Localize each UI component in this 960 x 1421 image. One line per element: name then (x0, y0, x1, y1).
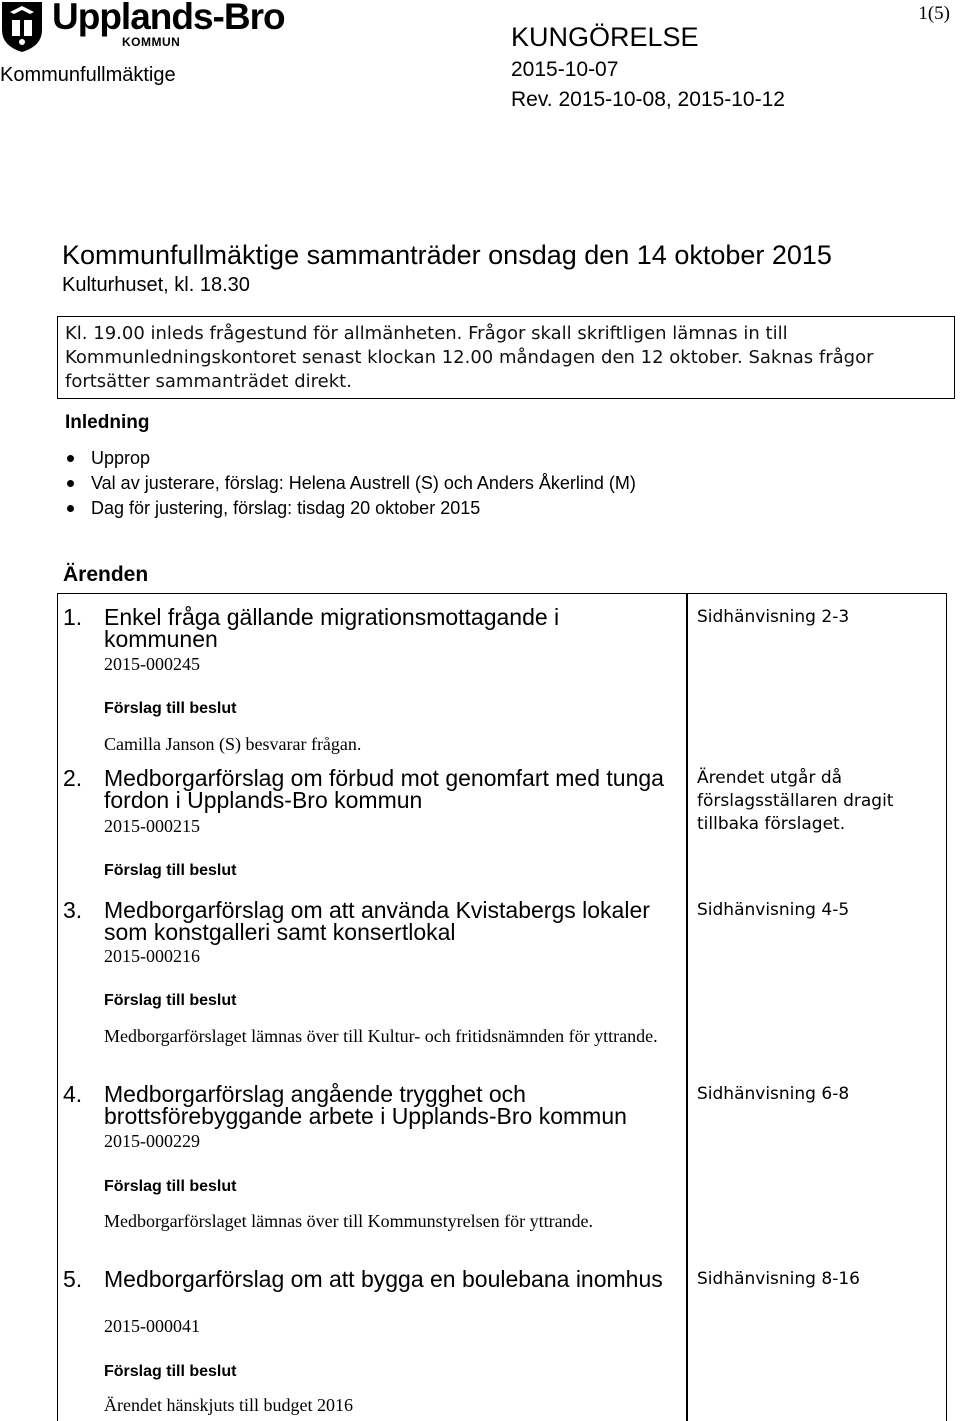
intro-list (67, 446, 636, 521)
case-number: 2015-000216 (104, 946, 200, 966)
proposal-decision: Medborgarförslaget lämnas över till Kommunstyrelsen för yttrande. (104, 1211, 594, 1231)
page-reference: Sidhänvisning 4-5 (697, 900, 850, 920)
item-title: Medborgarförslag om att bygga en boulebana inomhus (104, 1266, 663, 1292)
case-number: 2015-000041 (104, 1316, 200, 1336)
document-type: KUNGÖRELSE (511, 22, 699, 52)
item-title: Medborgarförslag angående trygghet och brottsförebyggande arbete i Upplands-Bro kommun (104, 1081, 627, 1129)
page-reference: Sidhänvisning 6-8 (697, 1084, 850, 1104)
item-title: Medborgarförslag om att använda Kvistabergs lokaler som konstgalleri samt konsertlokal (104, 897, 650, 945)
item-number: 4. (63, 1081, 83, 1107)
organ-name: Kommunfullmäktige (0, 64, 176, 86)
document-revision: Rev. 2015-10-08, 2015-10-12 (511, 88, 785, 111)
notice-text: Kl. 19.00 inleds frågestund för allmänheten. Frågor skall skriftligen lämnas in till Kommunledningskontoret senast klockan 12.00 måndagen den 12 oktober. Saknas frågor fortsätter sammanträdet direkt. (65, 323, 874, 392)
proposal-label: Förslag till beslut (104, 1178, 237, 1195)
list-item: Val av justerare, förslag: Helena Austrell (S) och Anders Åkerlind (M) (67, 471, 636, 496)
list-item: Dag för justering, förslag: tisdag 20 oktober 2015 (67, 496, 636, 521)
meeting-place: Kulturhuset, kl. 18.30 (62, 274, 250, 296)
logo-subtitle: KOMMUN (122, 35, 181, 49)
proposal-decision: Medborgarförslaget lämnas över till Kultur- och fritidsnämnden för yttrande. (104, 1026, 658, 1046)
page-reference: Ärendet utgår då förslagsställaren dragit tillbaka förslaget. (697, 768, 894, 834)
public-question-notice (57, 316, 955, 399)
proposal-label: Förslag till beslut (104, 862, 237, 879)
case-number: 2015-000229 (104, 1131, 200, 1151)
case-number: 2015-000245 (104, 654, 200, 674)
item-number: 3. (63, 897, 83, 923)
page-reference: Sidhänvisning 2-3 (697, 607, 850, 627)
case-number: 2015-000215 (104, 816, 200, 836)
intro-heading: Inledning (65, 412, 150, 433)
list-item: Upprop (67, 446, 636, 471)
meeting-title: Kommunfullmäktige sammanträder onsdag den 14 oktober 2015 (62, 240, 832, 270)
proposal-label: Förslag till beslut (104, 700, 237, 717)
proposal-label: Förslag till beslut (104, 992, 237, 1009)
page-reference: Sidhänvisning 8-16 (697, 1269, 860, 1289)
proposal-decision: Camilla Janson (S) besvarar frågan. (104, 734, 362, 754)
document-date: 2015-10-07 (511, 58, 619, 81)
item-number: 1. (63, 604, 83, 630)
item-title: Enkel fråga gällande migrationsmottagande i kommunen (104, 604, 560, 652)
item-title: Medborgarförslag om förbud mot genomfart med tunga fordon i Upplands-Bro kommun (104, 765, 664, 813)
proposal-decision: Ärendet hänskjuts till budget 2016 (104, 1395, 353, 1415)
logo-wordmark: Upplands-Bro (52, 0, 285, 37)
page-number: 1(5) (918, 3, 950, 24)
item-number: 2. (63, 765, 83, 791)
agenda-heading: Ärenden (63, 563, 149, 586)
agenda-column-divider (686, 593, 688, 1421)
item-number: 5. (63, 1266, 83, 1292)
proposal-label: Förslag till beslut (104, 1363, 237, 1380)
